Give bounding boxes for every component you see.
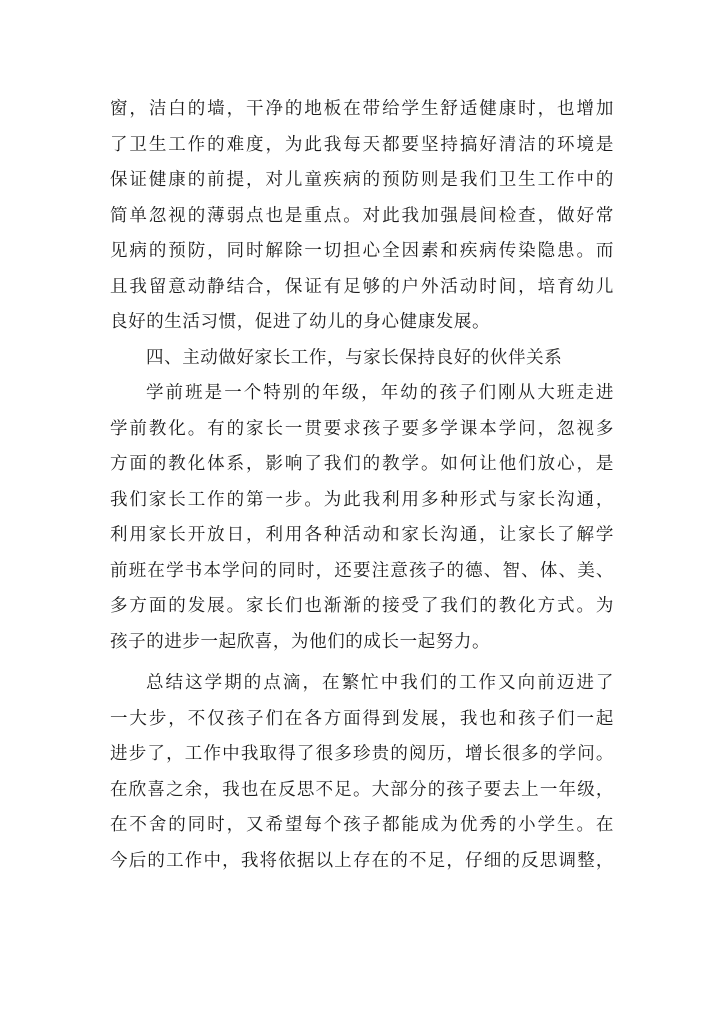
body-text [110,92,614,879]
section-heading: 四、主动做好家长工作，与家长保持良好的伙伴关系 [146,347,563,368]
text-line: 一大步，不仅孩子们在各方面得到发展，我也和孩子们一起 [110,708,614,729]
text-line: 见病的预防，同时解除一切担心全因素和疾病传染隐患。而 [110,241,614,261]
text-line: 简单忽视的薄弱点也是重点。对此我加强晨间检查，做好常 [110,205,614,226]
text-line: 方面的教化体系，影响了我们的教学。如何让他们放心，是 [110,454,614,474]
text-line: 总结这学期的点滴，在繁忙中我们的工作又向前迈进了 [146,673,614,693]
text-line: 孩子的进步一起欣喜，为他们的成长一起努力。 [110,631,491,652]
text-line: 利用家长开放日，利用各种活动和家长沟通，让家长了解学 [110,525,614,545]
text-line: 进步了，工作中我取得了很多珍贵的阅历，增长很多的学问。 [110,744,614,764]
text-line: 良好的生活习惯，促进了幼儿的身心健康发展。 [110,312,491,332]
text-line: 在不舍的同时，又希望每个孩子都能成为优秀的小学生。在 [110,815,614,835]
text-line: 学前班是一个特别的年级，年幼的孩子们刚从大班走进 [146,383,614,403]
text-line: 且我留意动静结合，保证有足够的户外活动时间，培育幼儿 [110,276,614,297]
text-line: 我们家长工作的第一步。为此我利用多种形式与家长沟通， [110,489,614,510]
text-line: 前班在学书本学问的同时，还要注意孩子的德、智、体、美、 [110,560,614,581]
text-line: 学前教化。有的家长一贯要求孩子要多学课本学问，忽视多 [110,418,614,439]
text-line: 今后的工作中，我将依据以上存在的不足，仔细的反思调整， [110,850,614,871]
text-line: 在欣喜之余，我也在反思不足。大部分的孩子要去上一年级， [110,779,614,800]
text-line: 了卫生工作的难度，为此我每天都要坚持搞好清洁的环境是 [110,134,614,155]
text-line: 保证健康的前提，对儿童疾病的预防则是我们卫生工作中的 [110,170,614,190]
text-line: 窗，洁白的墙，干净的地板在带给学生舒适健康时，也增加 [110,99,614,119]
text-line: 多方面的发展。家长们也渐渐的接受了我们的教化方式。为 [110,596,614,616]
